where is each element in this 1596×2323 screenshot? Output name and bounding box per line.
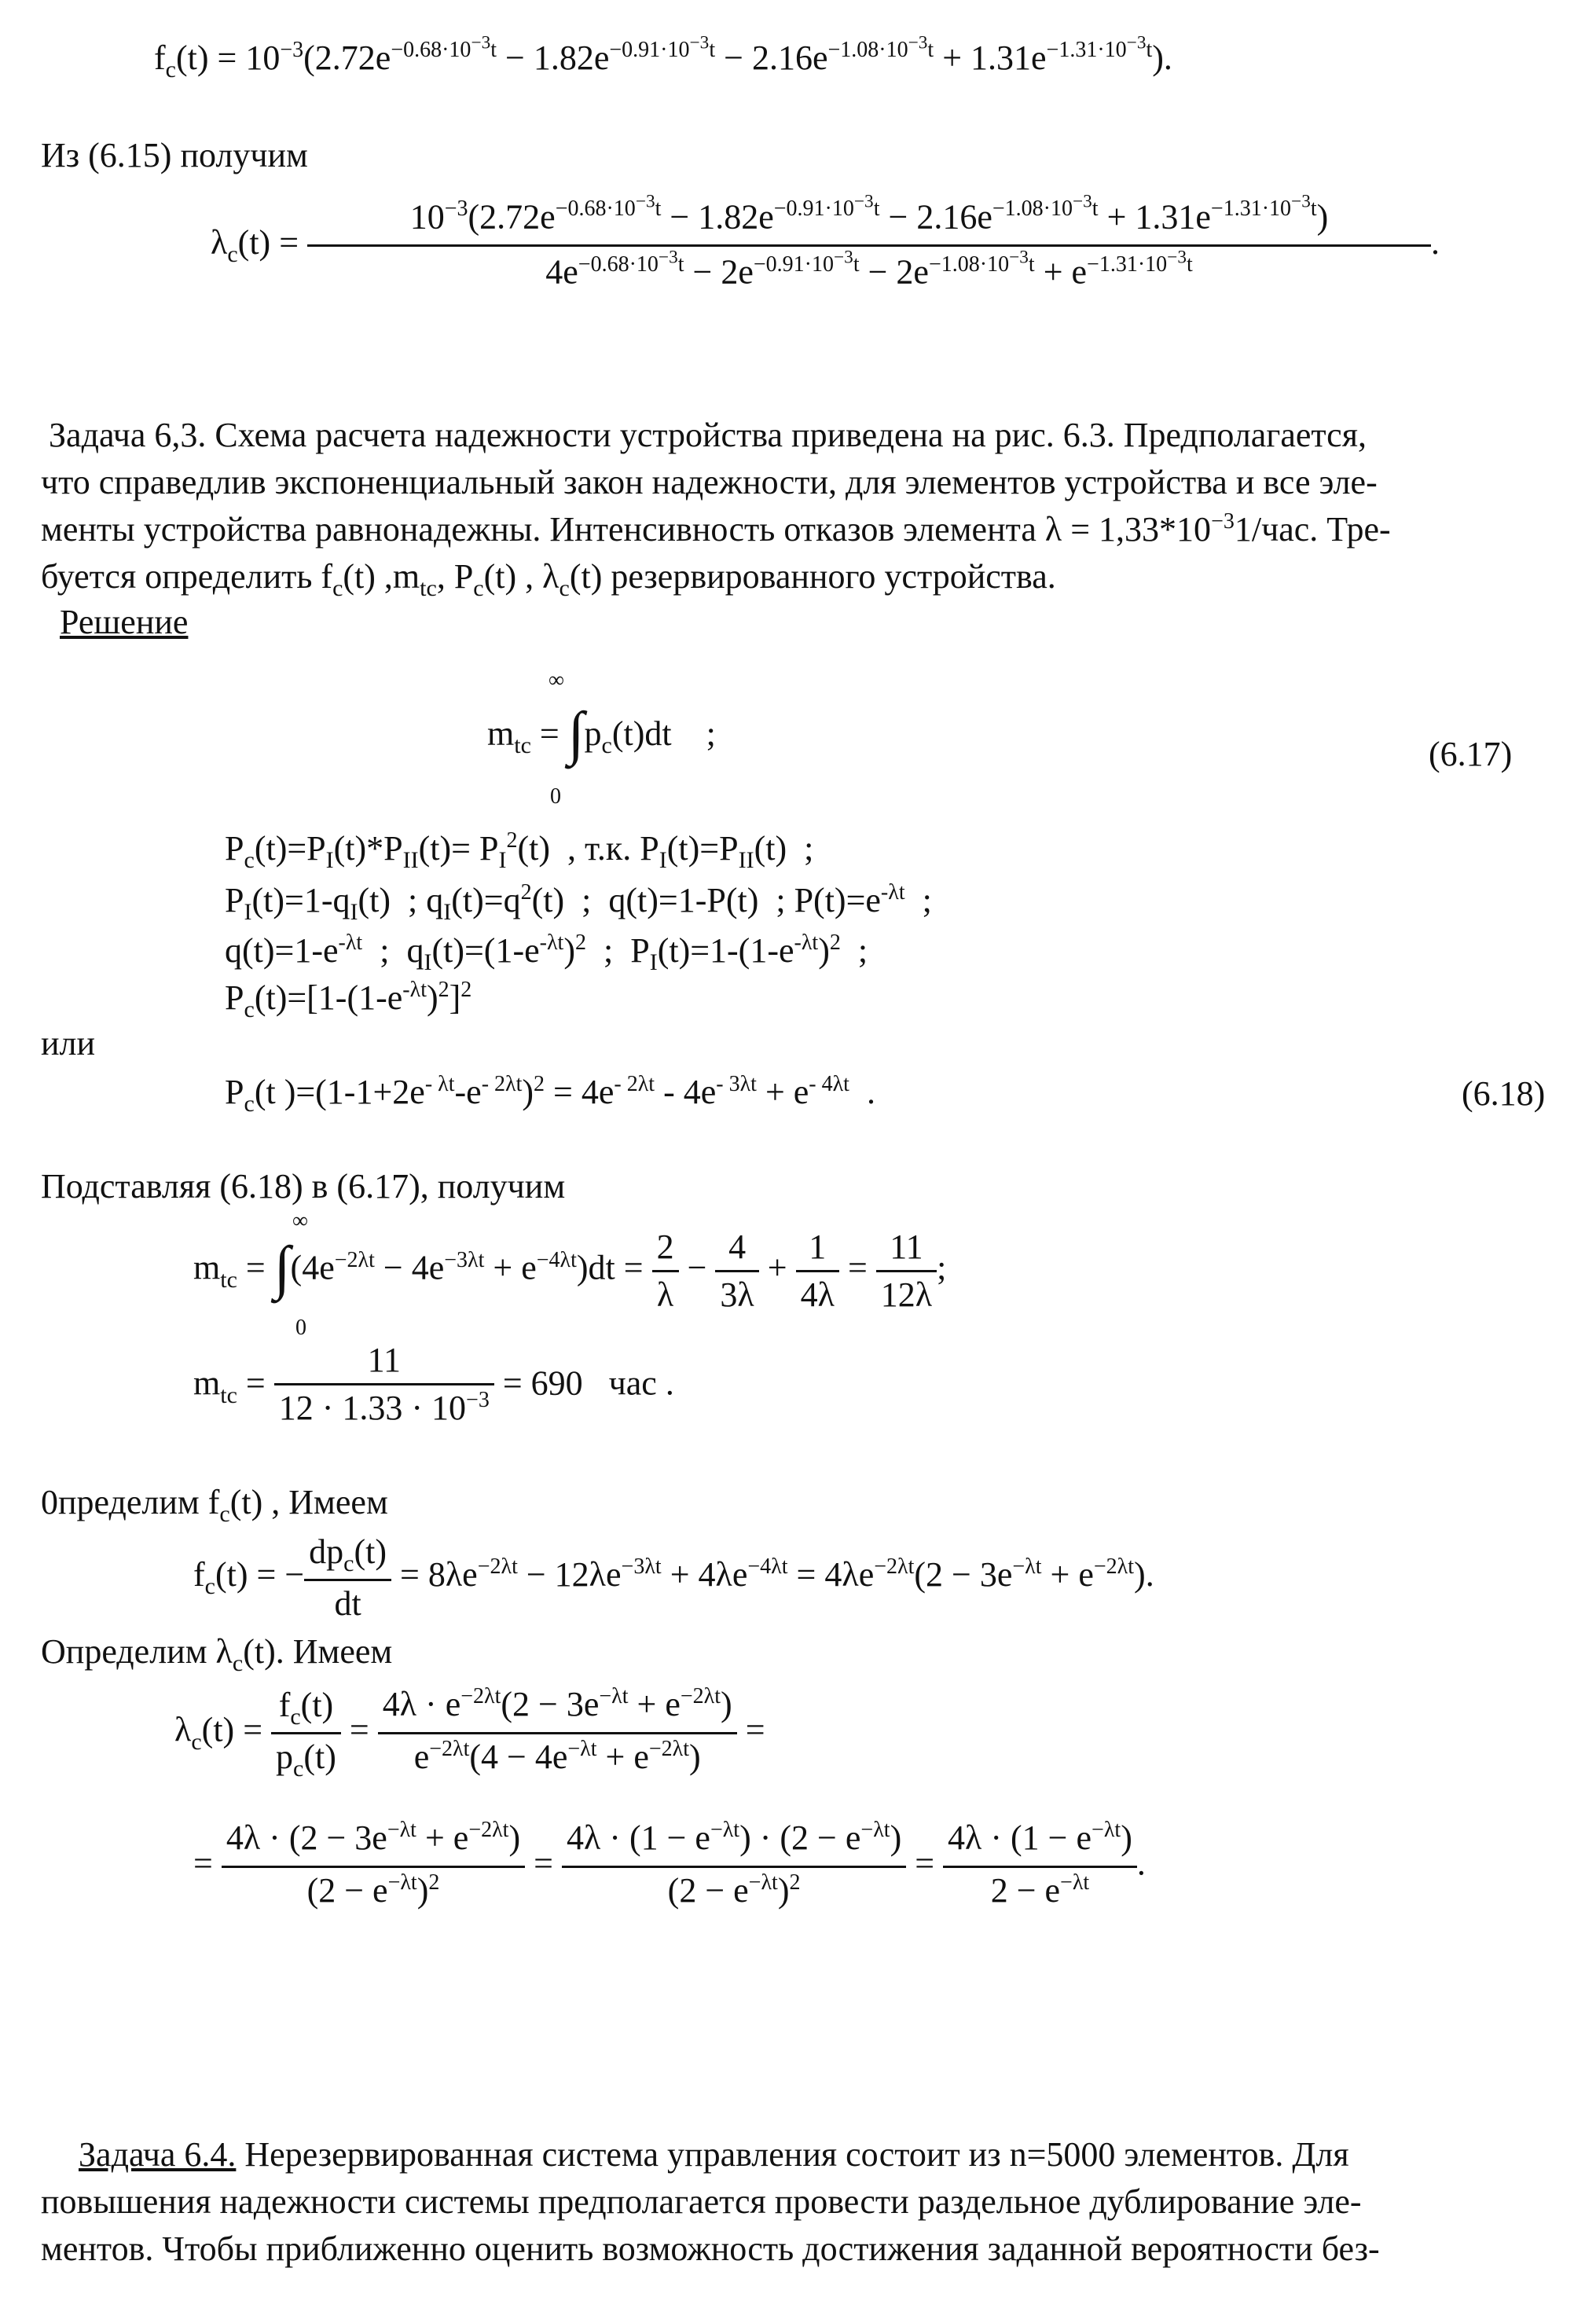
formula-fc-deriv: $f_c(t)$ = − $\frac{dp_c(t)}{dt}$ = $8\lambda e^{-2\lambda t} - 12\lambda e^{-3\lambda t} + 4\lambda e^{-4\lambda t} = 4\lambda e^{-2\lambda t}(2 - 3e^{-\lambda t} + e^{-2\lambda t})$. (193, 1529, 1154, 1627)
formula-mtc-integral: $m_{tc} = \int p_c(t)dt$ ; ∞ 0 (487, 668, 716, 809)
task63-line1: Задача 6,3. Схема расчета надежности устройства приведена на рис. 6.3. Предполагается, (49, 416, 1367, 454)
task64-line2: повышения надежности системы предполагается провести раздельное дублирование эле- (41, 2182, 1362, 2221)
task64-line1-text: Нерезервированная система управления состоит из n=5000 элементов. Для (236, 2135, 1349, 2174)
formula-lambda-deriv-2: = $\frac{4\lambda \cdot (2 - 3e^{-\lambda t} + e^{-2\lambda t})}{(2 - e^{-\lambda t})^2}$ = $\frac{4\lambda \cdot (1 - e^{-\lambda t}) \cdot (2 - e^{-\lambda t})}{(2 - e^{-\lambda t})^2}$ = $\frac{4\lambda \cdot (1 - e^{-\lambda t})}{2 - e^{-\lambda t}}$ . (193, 1815, 1146, 1918)
task63-line3: менты устройства равнонадежны. Интенсивность отказов элемента $\lambda = 1,33*10^{-3}1$/час. Тре- (41, 509, 1391, 549)
pc-line2: $P_I(t)=1-q_I(t)$ ; $q_I(t)=q^2(t)$ ; q(t)=1-P(t) ; $P(t)=e^{-\lambda t}$ ; (225, 880, 932, 925)
pc-line4: $P_c(t)=[1-(1-e^{-\lambda t})^2]^2$ (225, 978, 472, 1022)
pc-line5: $P_c(t$ )$=(1-1+2e^{- \lambda t}-e^{- 2\lambda t})^2 = 4e^{- 2\lambda t} - 4e^{- 3\lambda t} + e^{- 4\lambda t}$ . (225, 1072, 875, 1117)
iz-line: Из (6.15) получим (41, 136, 308, 174)
formula-lambda-c: $\lambda_c(t)$ = $10^{-3}(2.72e^{-0.68\cdot 10^{-3}t} - 1.82e^{-0.91\cdot 10^{-3}t} - 2.16e^{-1.08\cdot 10^{-3}t} + 1.31e^{-1.31\cdot 10^{-3}t})$ $4e^{-0.68\cdot 10^{-3}t} - 2e^{-0.91\cdot 10^{-3}t} - 2e^{-1.08\cdot 10^{-3}t} + e^{-1.31\cdot 10^{-3}t}$ . (211, 192, 1440, 292)
podstavlyaya-line: Подставляя (6.18) в (6.17), получим (41, 1167, 566, 1206)
eq618-label: (6.18) (1462, 1074, 1546, 1113)
task63-line4: буется определить $f_c(t)$ $,m_{tc}$, $P_c(t)$ , $\lambda_c(t)$ резервированного устройства. (41, 557, 1056, 601)
solution-label: Решение (60, 603, 189, 641)
formula-lambda-deriv-1: $\lambda_c(t)$ = $\frac{f_c(t)}{p_c(t)}$ = $\frac{4\lambda \cdot e^{-2\lambda t}(2 - 3e^{-\lambda t} + e^{-2\lambda t})}{e^{-2\lambda t}(4 - 4e^{-\lambda t} + e^{-2\lambda t})}$ = (174, 1682, 765, 1785)
eq617-label: (6.17) (1429, 735, 1513, 773)
opredelim-lambda: Определим $\lambda_c(t)$. Имеем (41, 1632, 393, 1676)
task64-line3: ментов. Чтобы приближенно оценить возможность достижения заданной вероятности без- (41, 2229, 1380, 2268)
pc-line3: $q(t)=1-e^{-\lambda t}$ ; $q_I(t)=(1-e^{-\lambda t})^2$ ; $P_I(t)=1-(1-e^{-\lambda t})^2$ ; (225, 930, 868, 975)
task63-line2: что справедлив экспоненциальный закон надежности, для элементов устройства и все эле- (41, 463, 1378, 501)
ili-label: или (41, 1024, 96, 1062)
formula-mtc-calc: $m_{tc} = \int(4e^{-2\lambda t} - 4e^{-3\lambda t} + e^{-4\lambda t})dt$ = $\frac{2}{\lambda}$ − $\frac{4}{3\lambda}$ + $\frac{1}{4\lambda}$ = $\frac{11}{12\lambda}$ ; ∞ 0 (193, 1209, 947, 1340)
pc-line1: $P_c(t)=P_I(t)*P_{II}(t)= P_I^2(t)$ , т.к. $P_I(t)=P_{II}(t)$ ; (225, 828, 814, 873)
opredelim-fc: 0пределим $f_c(t)$ , Имеем (41, 1483, 388, 1527)
task64-label: Задача 6.4. (79, 2135, 237, 2174)
formula-mtc-value: $m_{tc}$ = $\frac{11}{12 \cdot 1.33 \cdot 10^{-3}}$ = 690 час . (193, 1338, 674, 1436)
formula-fc-top: $f_c(t) = 10^{-3}(2.72e^{-0.68\cdot 10^{-3}t} - 1.82e^{-0.91\cdot 10^{-3}t} - 2.16e^{-1.08\cdot 10^{-3}t} + 1.31e^{-1.31\cdot 10^{-3}t})$. (154, 32, 1172, 83)
task64-line1 (79, 2131, 1349, 2178)
